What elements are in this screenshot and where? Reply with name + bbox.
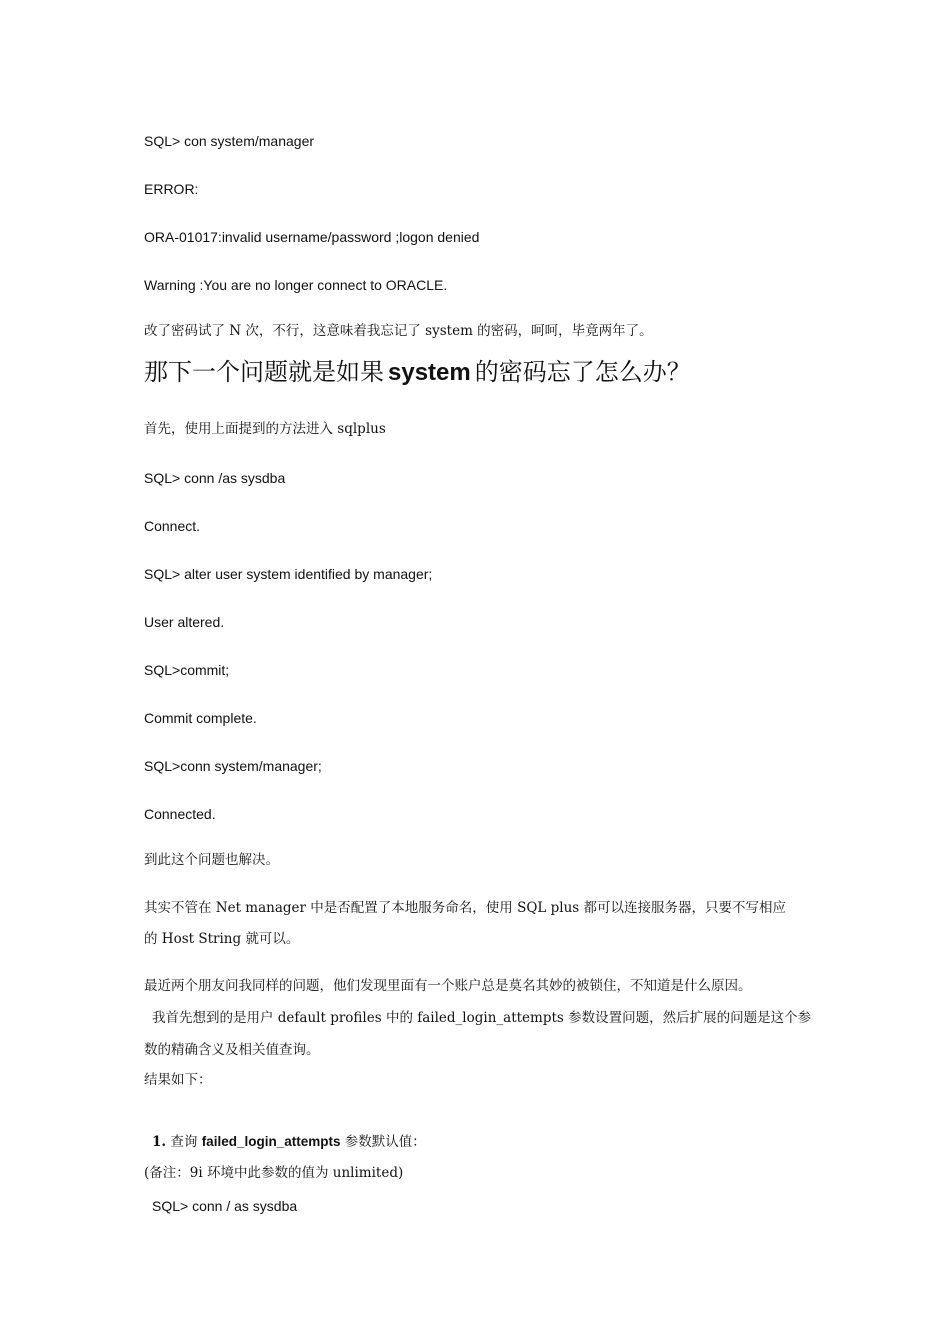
- followup-line-4: 结果如下：: [144, 1072, 212, 1088]
- step-connected: Connected.: [144, 806, 216, 822]
- heading-suffix: 的密码忘了怎么办？: [474, 358, 691, 386]
- heading-prefix: 那下一个问题就是如果: [144, 358, 384, 386]
- step-conn-system: SQL>conn system/manager;: [144, 758, 322, 774]
- section1-param: failed_login_attempts: [201, 1134, 341, 1149]
- section1-prefix: 查询: [170, 1134, 198, 1150]
- note-line-2: 的 Host String 就可以。: [144, 931, 300, 947]
- section1-command: SQL> conn / as sysdba: [152, 1198, 298, 1214]
- ora-error-line: ORA-01017:invalid username/password ;logon denied: [144, 229, 480, 245]
- followup-line-2: 我首先想到的是用户 default profiles 中的 failed_login_attempts 参数设置问题，然后扩展的问题是这个参: [152, 1010, 812, 1026]
- step-user-altered: User altered.: [144, 614, 225, 630]
- step-conn-sysdba: SQL> conn /as sysdba: [144, 470, 286, 486]
- step-resolved: 到此这个问题也解决。: [144, 852, 279, 868]
- heading-keyword: system: [388, 359, 471, 386]
- warning-line: Warning :You are no longer connect to ORACLE.: [144, 277, 448, 293]
- section1-number: 1.: [152, 1134, 167, 1150]
- step-alter-user: SQL> alter user system identified by manager;: [144, 566, 433, 582]
- sql-con-line: SQL> con system/manager: [144, 133, 315, 149]
- step-commit-complete: Commit complete.: [144, 710, 257, 726]
- error-line: ERROR:: [144, 181, 199, 197]
- section1-title: [152, 1133, 426, 1151]
- step-connect: Connect.: [144, 518, 201, 534]
- followup-line-1: 最近两个朋友问我同样的问题，他们发现里面有一个账户总是莫名其妙的被锁住，不知道是什么原因。: [144, 978, 752, 994]
- password-tried-line: 改了密码试了 N 次，不行，这意味着我忘记了 system 的密码，呵呵，毕竟两年了。: [144, 323, 653, 339]
- section-heading: [144, 356, 691, 389]
- followup-line-3: 数的精确含义及相关值查询。: [144, 1042, 320, 1058]
- section1-remark: (备注：9i 环境中此参数的值为 unlimited): [144, 1165, 404, 1181]
- step-intro: 首先，使用上面提到的方法进入 sqlplus: [144, 421, 386, 437]
- section1-suffix: 参数默认值：: [344, 1134, 426, 1150]
- step-commit: SQL>commit;: [144, 662, 230, 678]
- note-line-1: 其实不管在 Net manager 中是否配置了本地服务命名，使用 SQL plus 都可以连接服务器，只要不写相应: [144, 900, 787, 916]
